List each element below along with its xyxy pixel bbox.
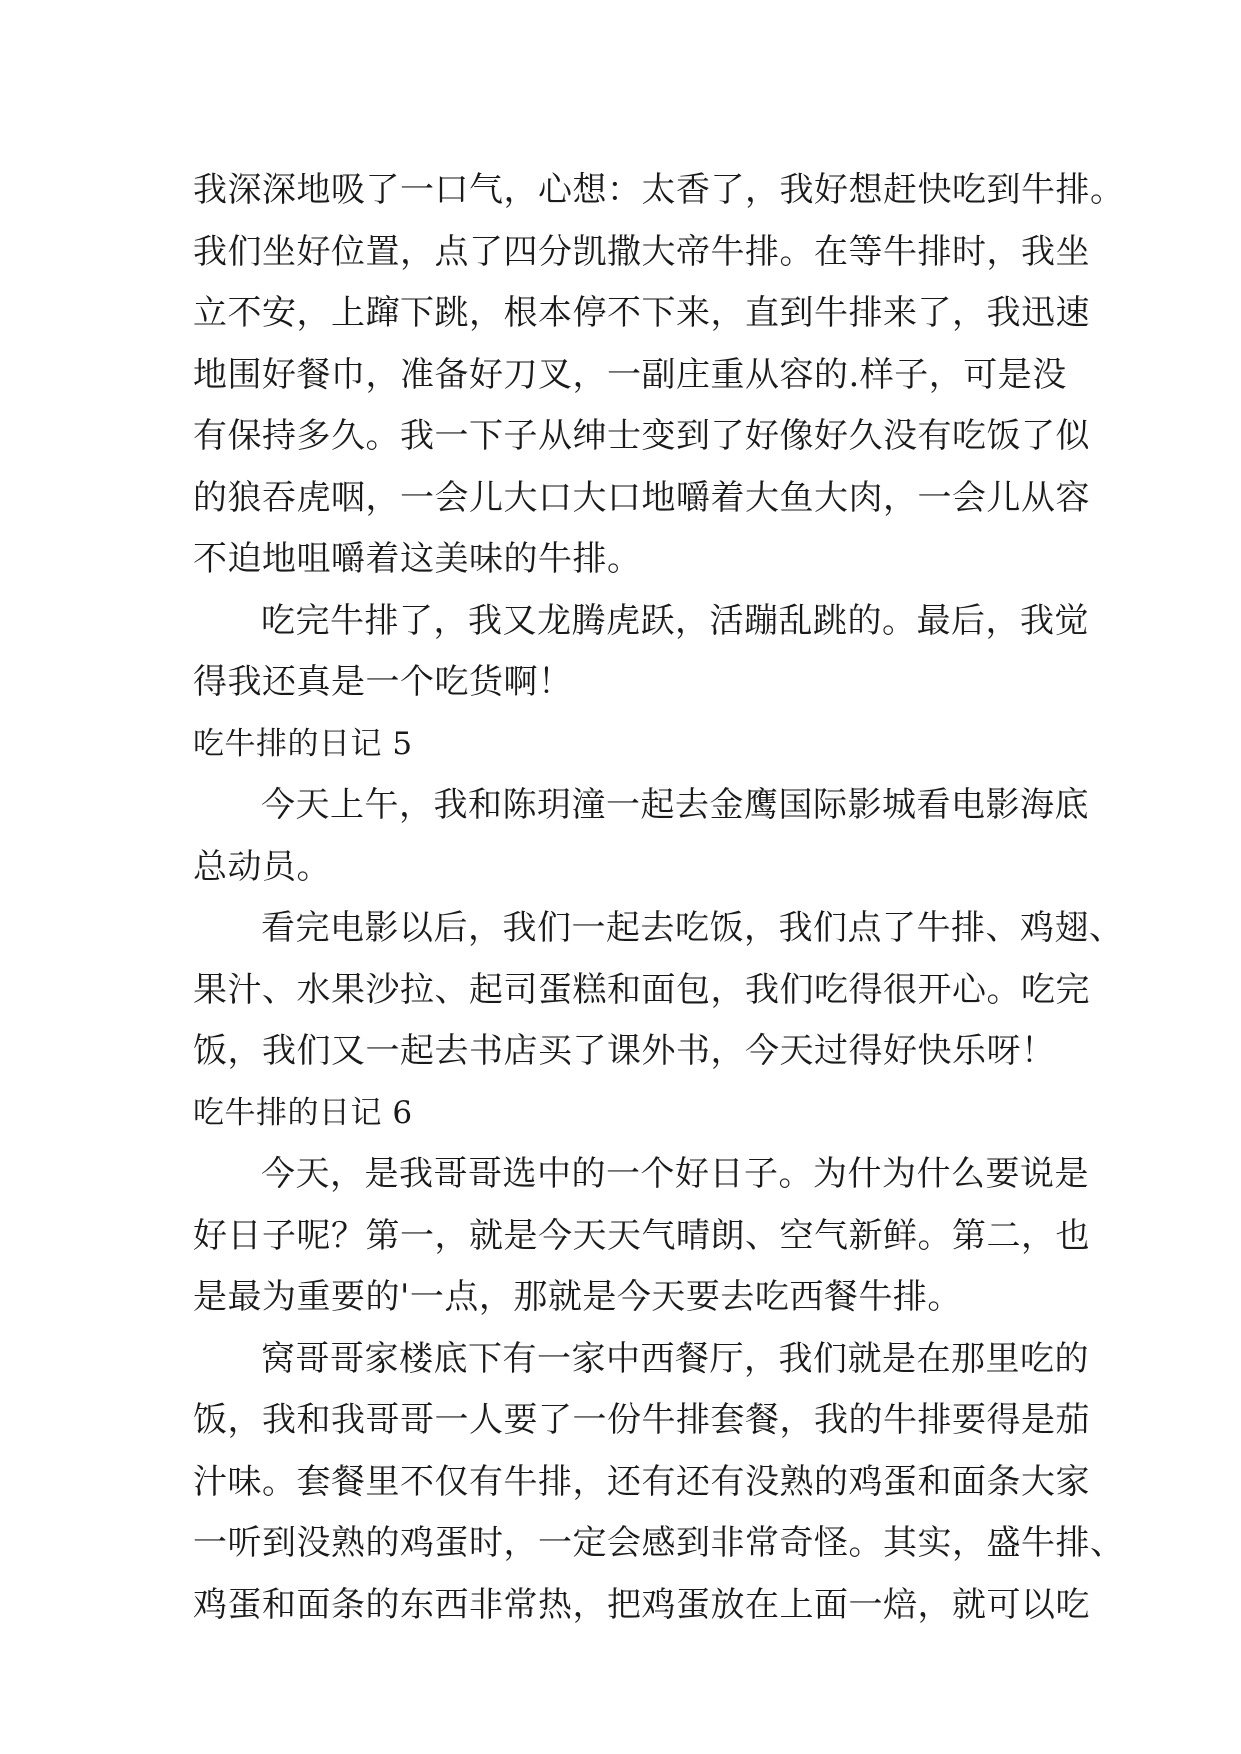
paragraph-start-line: 窝哥哥家楼底下有一家中西餐厅，我们就是在那里吃的: [261, 1338, 1089, 1379]
paragraph-start-line: 今天，是我哥哥选中的一个好日子。为什为什么要说是: [261, 1154, 1089, 1194]
paragraph-start-line: 今天上午，我和陈玥潼一起去金鹰国际影城看电影海底: [261, 785, 1089, 825]
paragraph-start-line: 看完电影以后，我们一起去吃饭，我们点了牛排、鸡翅、: [261, 908, 1124, 948]
text-line: 是最为重要的'一点，那就是今天要去吃西餐牛排。: [193, 1277, 962, 1317]
text-line: 我们坐好位置，点了四分凯撒大帝牛排。在等牛排时，我坐: [193, 231, 1090, 272]
text-line: 汁味。套餐里不仅有牛排，还有还有没熟的鸡蛋和面条大家: [193, 1461, 1090, 1502]
text-line: 地围好餐巾，准备好刀叉，一副庄重从容的.样子，可是没: [193, 354, 1067, 395]
text-line: 饭，我和我哥哥一人要了一份牛排套餐，我的牛排要得是茄: [193, 1400, 1090, 1440]
text-line: 饭，我们又一起去书店买了课外书，今天过得好快乐呀！: [193, 1031, 1056, 1071]
text-line: 有保持多久。我一下子从绅士变到了好像好久没有吃饭了似: [193, 416, 1090, 456]
paragraph-start-line: 吃完牛排了，我又龙腾虎跃，活蹦乱跳的。最后，我觉: [261, 600, 1089, 641]
text-line: 一听到没熟的鸡蛋时，一定会感到非常奇怪。其实，盛牛排、: [193, 1523, 1125, 1563]
section-heading: 吃牛排的日记 5: [193, 725, 413, 762]
text-line: 不迫地咀嚼着这美味的牛排。: [193, 539, 642, 579]
text-line: 得我还真是一个吃货啊！: [193, 662, 573, 702]
section-heading: 吃牛排的日记 6: [193, 1094, 413, 1131]
document-page: [193, 160, 1125, 1636]
text-line: 立不安，上蹿下跳，根本停不下来，直到牛排来了，我迅速: [193, 293, 1090, 333]
text-line: 的狼吞虎咽，一会儿大口大口地嚼着大鱼大肉，一会儿从容: [193, 477, 1090, 518]
text-line: 鸡蛋和面条的东西非常热，把鸡蛋放在上面一焙，就可以吃: [193, 1584, 1090, 1625]
text-line: 果汁、水果沙拉、起司蛋糕和面包，我们吃得很开心。吃完: [193, 969, 1090, 1010]
text-line: 总动员。: [193, 846, 331, 887]
text-line: 好日子呢？第一，就是今天天气晴朗、空气新鲜。第二，也: [193, 1215, 1090, 1256]
text-line: 我深深地吸了一口气，心想：太香了，我好想赶快吃到牛排。: [193, 170, 1125, 210]
